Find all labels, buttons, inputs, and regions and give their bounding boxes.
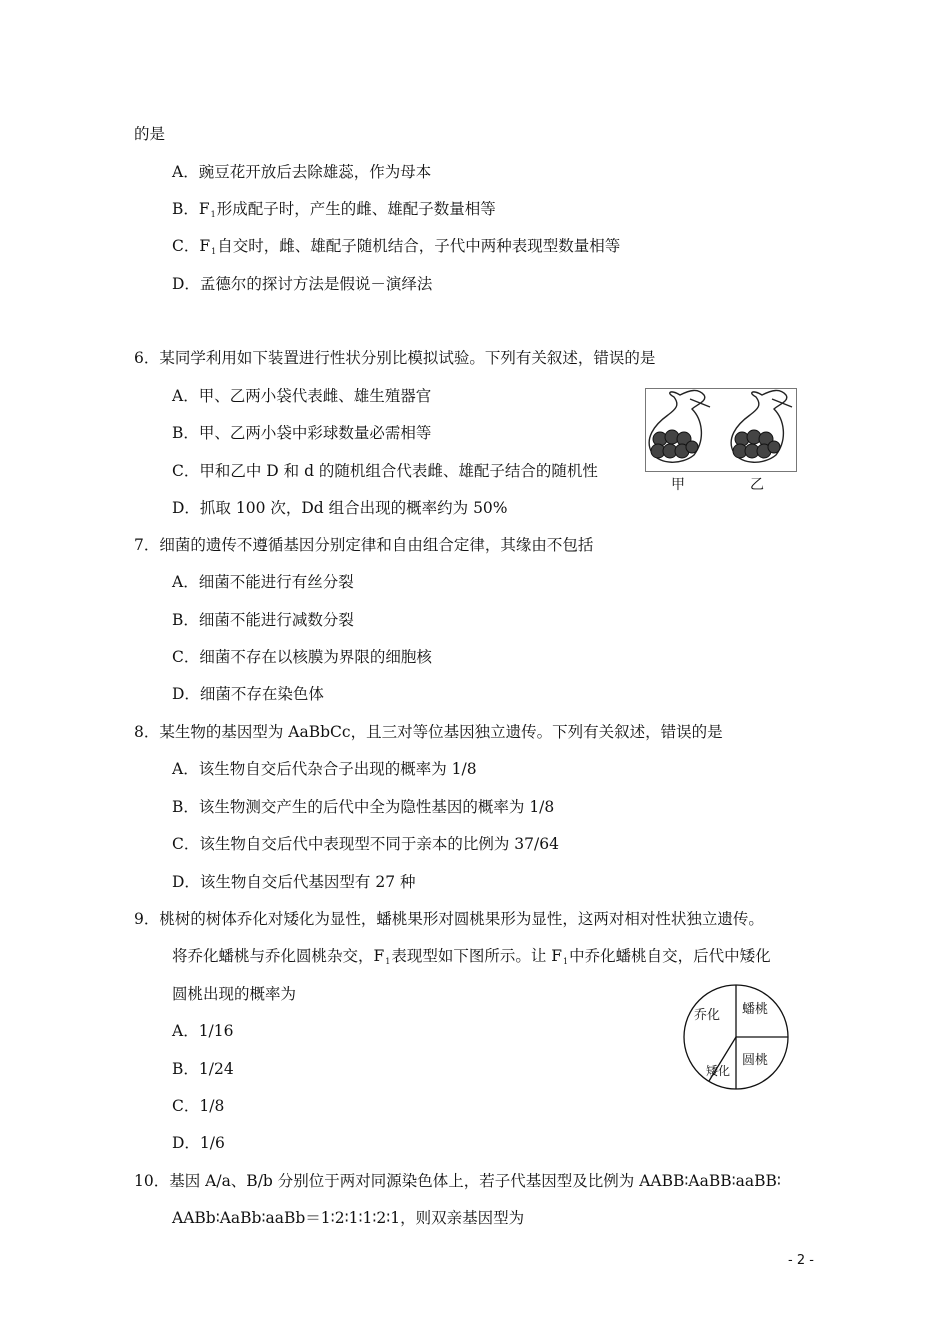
q5-option-a: A．豌豆花开放后去除雄蕊，作为母本 [172,163,432,181]
q5-option-d: D．孟德尔的探讨方法是假说－演绎法 [172,275,433,293]
question-10-stem-line2: AABb∶AaBb∶aaBb＝1∶2∶1∶1∶2∶1，则双亲基因型为 [172,1209,525,1227]
balls-right [733,430,780,458]
q7-option-a: A．细菌不能进行有丝分裂 [172,573,354,591]
question-6-stem: 6．某同学利用如下装置进行性状分别比模拟试验。下列有关叙述，错误的是 [134,349,656,367]
q5-option-b: B．$F_1$形成配子时，产生的雌、雄配子数量相等 [172,200,496,219]
pie-label-qiaohua: 乔化 [694,1008,721,1023]
question-8-stem: 8．某生物的基因型为 AaBbCc，且三对等位基因独立遗传。下列有关叙述，错误的是 [134,723,723,741]
q8-option-b: B．该生物测交产生的后代中全为隐性基因的概率为 1/8 [172,798,555,816]
bag-figure [645,388,797,472]
question-9-stem-line3: 圆桃出现的概率为 [172,985,297,1003]
q9-option-d: D．1/6 [172,1134,225,1152]
q7-option-d: D．细菌不存在染色体 [172,685,324,703]
q8-option-a: A．该生物自交后代杂合子出现的概率为 1/8 [172,760,477,778]
pie-label-aihua: 矮化 [706,1064,731,1078]
question-7-stem: 7．细菌的遗传不遵循基因分别定律和自由组合定律，其缘由不包括 [134,536,594,554]
q6-option-c: C．甲和乙中 D 和 d 的随机组合代表雌、雄配子结合的随机性 [172,462,598,480]
page-number: - 2 - [788,1253,814,1268]
continued-stem: 的是 [134,125,166,143]
question-10-stem: 10．基因 A/a、B/b 分别位于两对同源染色体上，若子代基因型及比例为 AABB∶AaBB∶aaBB∶ [134,1172,781,1190]
q9-option-b: B．1/24 [172,1060,234,1078]
q8-option-d: D．该生物自交后代基因型有 27 种 [172,873,416,891]
q5-option-c: C．$F_1$自交时，雌、雄配子随机结合，子代中两种表现型数量相等 [172,237,621,256]
phenotype-pie-figure [682,983,790,1091]
question-9-stem-line2: 将乔化蟠桃与乔化圆桃杂交，$F_1$表现型如下图所示。让 $F_1$中乔化蟠桃自交，后代中矮化 [172,947,771,966]
bag-label-jia: 甲 [671,477,685,493]
pie-label-yuantao: 圆桃 [742,1053,769,1068]
q6-option-a: A．甲、乙两小袋代表雌、雄生殖器官 [172,387,432,405]
bag-label-yi: 乙 [750,477,764,493]
q7-option-c: C．细菌不存在以核膜为界限的细胞核 [172,648,432,666]
balls-left [651,430,698,458]
pie-label-pantao: 蟠桃 [742,1002,769,1017]
q6-option-b: B．甲、乙两小袋中彩球数量必需相等 [172,424,432,442]
q6-option-d: D．抓取 100 次，Dd 组合出现的概率约为 50% [172,499,508,517]
bags-illustration [646,389,796,471]
q7-option-b: B．细菌不能进行减数分裂 [172,611,354,629]
q9-option-c: C．1/8 [172,1097,225,1115]
question-9-stem: 9．桃树的树体乔化对矮化为显性，蟠桃果形对圆桃果形为显性，这两对相对性状独立遗传。 [134,910,764,928]
q9-option-a: A．1/16 [172,1022,234,1040]
q8-option-c: C．该生物自交后代中表现型不同于亲本的比例为 37/64 [172,835,559,853]
